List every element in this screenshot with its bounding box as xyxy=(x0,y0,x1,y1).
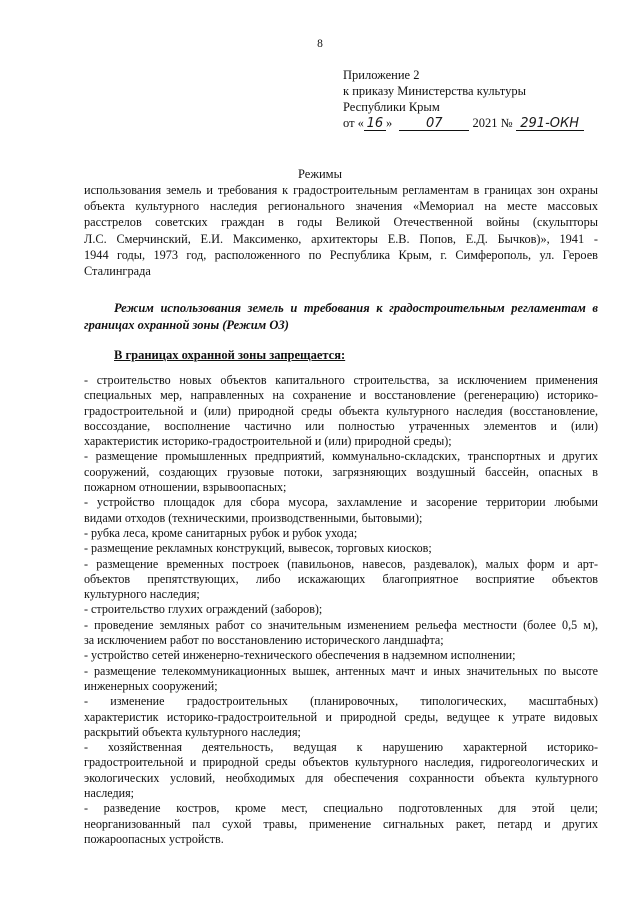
subtitle-line: использования земель и требования к градостроительным регламентам в границах зон охраны xyxy=(84,183,598,197)
document-subtitle xyxy=(84,182,598,279)
subtitle-line: объекта культурного наследия регионального значения «Мемориал на месте массовых xyxy=(84,199,598,214)
prohibition-line: - рубка леса, кроме санитарных рубок и рубок ухода; xyxy=(84,525,358,540)
appendix-block xyxy=(343,67,623,131)
date-day-suffix: » xyxy=(385,116,393,130)
page-number: 8 xyxy=(317,38,323,50)
prohibition-item xyxy=(84,618,598,649)
prohibitions-list xyxy=(84,373,598,847)
prohibition-line: - строительство глухих ограждений (заборов); xyxy=(84,602,323,617)
prohibition-line: объектов препятствующих, либо искажающих благоприятное восприятие объектов xyxy=(84,571,598,586)
prohibition-line: воссоздание, восполнение частично или полностью утраченных элементов и (или) xyxy=(84,418,598,433)
prohibition-line: инженерных сооружений; xyxy=(84,678,218,693)
prohibition-item xyxy=(84,495,598,526)
date-day: 16 xyxy=(364,117,386,131)
appendix-order-ref: к приказу Министерства культуры xyxy=(343,84,526,98)
prohibition-item xyxy=(84,526,598,541)
date-prefix: от « xyxy=(343,116,364,130)
prohibition-item xyxy=(84,541,598,556)
prohibition-item xyxy=(84,449,598,495)
prohibition-line: специальных мер, направленных на сохранение и восстановление (регенерацию) историко- xyxy=(84,388,598,403)
regime-heading xyxy=(84,300,598,333)
prohibition-line: за исключением работ по восстановлению исторического ландшафта; xyxy=(84,633,444,648)
prohibition-line: - размещение телекоммуникационных вышек, антенных мачт и иных значительных по высоте xyxy=(84,663,598,678)
appendix-title: Приложение 2 xyxy=(343,68,420,82)
prohibition-line: раскрытий объекта культурного наследия; xyxy=(84,724,301,739)
prohibition-line: - устройство сетей инженерно-технического обеспечения в надземном исполнении; xyxy=(84,648,516,663)
date-month: 07 xyxy=(399,117,469,131)
subtitle-line: 1944 годы, 1973 год, расположенного по Республика Крым, г. Симферополь, ул. Героев xyxy=(84,247,598,262)
prohibition-line: - размещение промышленных предприятий, коммунально-складских, транспортных и других xyxy=(84,449,598,464)
prohibition-item xyxy=(84,373,598,449)
prohibition-line: неорганизованный пал сухой травы, применение сигнальных ракет, петард и других xyxy=(84,816,598,831)
prohibition-line: характеристик историко-градостроительной и (или) природной среды); xyxy=(84,434,452,449)
prohibition-item xyxy=(84,740,598,801)
prohibition-line: - проведение земляных работ со значительным изменением рельефа местности (более 0,5 м), xyxy=(84,617,598,632)
appendix-republic: Республики Крым xyxy=(343,100,440,114)
prohibition-line: - размещение временных построек (павильонов, навесов, раздевалок), малых форм и арт- xyxy=(84,556,598,571)
prohibition-line: культурного наследия; xyxy=(84,587,200,602)
prohibition-line: - строительство новых объектов капитального строительства, за исключением применения xyxy=(84,373,598,387)
document-title: Режимы xyxy=(298,167,342,181)
prohibition-line: экологических условий, необходимых для обеспечения сохранности объекта культурного xyxy=(84,770,598,785)
prohibition-line: градостроительной и природной среды объектов культурного наследия, гидрогеологических и xyxy=(84,755,598,770)
prohibition-line: наследия; xyxy=(84,786,134,801)
prohibition-item xyxy=(84,557,598,603)
prohibition-line: - устройство площадок для сбора мусора, захламление и засорение территории любыми xyxy=(84,495,598,510)
prohibition-line: - хозяйственная деятельность, ведущая к нарушению характерной историко- xyxy=(84,740,598,755)
prohibition-line: пожарном отношении, взрывоопасных; xyxy=(84,480,287,495)
regime-heading-line1: Режим использования земель и требования к градостроительным регламентам в xyxy=(114,301,598,315)
subtitle-line: Л.С. Смерчинский, Е.И. Максименко, архитекторы Е.В. Попов, Е.Д. Бычков)», 1941 - xyxy=(84,231,598,246)
date-year: 2021 № xyxy=(472,116,513,130)
prohibition-item xyxy=(84,602,598,617)
appendix-date-line xyxy=(343,115,623,131)
prohibition-line: - размещение рекламных конструкций, вывесок, торговых киосков; xyxy=(84,541,432,556)
prohibition-line: пожароопасных устройств. xyxy=(84,831,224,846)
order-number: 291-ОКН xyxy=(516,117,584,131)
forbidden-heading: В границах охранной зоны запрещается: xyxy=(114,348,346,362)
prohibition-line: видами отходов (техническими, производственными, бытовыми); xyxy=(84,510,423,525)
prohibition-line: - изменение градостроительных (планировочных, типологических, масштабных) xyxy=(84,694,598,709)
prohibition-line: характеристик историко-градостроительной и природной среды, ведущее к утрате видовых xyxy=(84,709,598,724)
prohibition-item xyxy=(84,694,598,740)
subtitle-line: Сталинграда xyxy=(84,264,151,279)
prohibition-item xyxy=(84,648,598,663)
prohibition-line: - разведение костров, кроме мест, специально подготовленных для этой цели; xyxy=(84,801,598,816)
prohibition-item xyxy=(84,801,598,847)
prohibition-line: градостроительной и (или) природной среды объекта культурного наследия (восстановление, xyxy=(84,403,598,418)
prohibition-line: сооружений, создающих грузовые потоки, загрязняющих воздушный бассейн, опасных в xyxy=(84,464,598,479)
subtitle-line: расстрелов советских граждан в годы Великой Отечественной войны (скульпторы xyxy=(84,215,598,230)
prohibition-item xyxy=(84,664,598,695)
regime-heading-line2: границах охранной зоны (Режим ОЗ) xyxy=(84,317,289,332)
